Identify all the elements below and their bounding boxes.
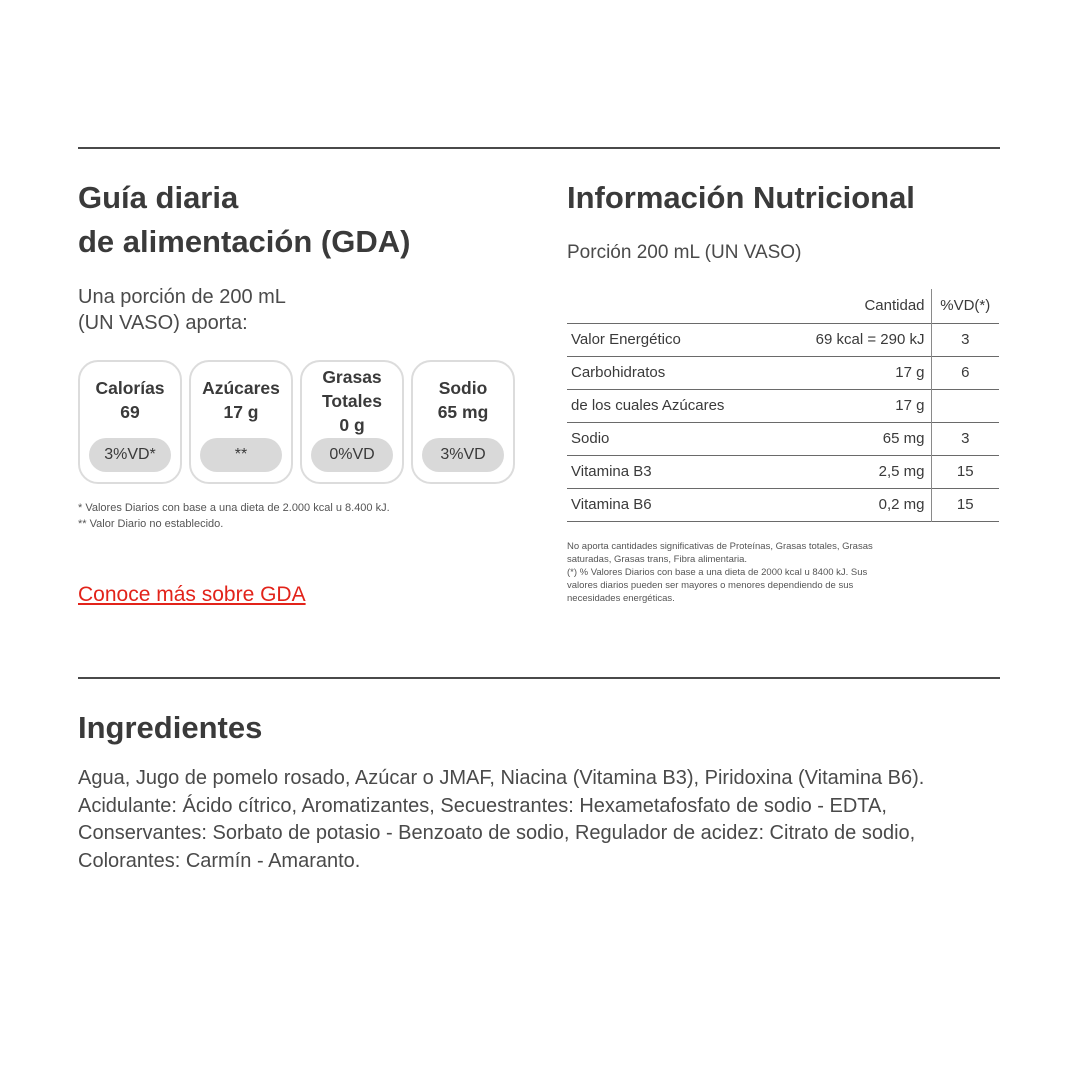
badge-percent: **	[200, 438, 282, 472]
header-nutrient	[567, 289, 777, 323]
nutrition-footnote-line: saturadas, Grasas trans, Fibra alimentaria.	[567, 554, 748, 565]
row-nutrient: Valor Energético	[571, 331, 681, 348]
row-vd: 3	[961, 430, 970, 447]
nutrition-footnote-line: (*) % Valores Diarios con base a una dieta de 2000 kcal u 8400 kJ. Sus	[567, 567, 868, 578]
table-row	[567, 323, 999, 356]
nutrition-table	[567, 289, 999, 522]
gda-title-line1: Guía diaria	[78, 180, 239, 215]
badge-label: Sodio	[438, 378, 488, 398]
middle-divider	[78, 677, 1000, 679]
gda-badge-calories	[78, 360, 182, 484]
nutrition-portion: Porción 200 mL (UN VASO)	[567, 242, 802, 263]
badge-label-line2: Totales	[322, 391, 382, 411]
gda-subtitle	[78, 284, 286, 336]
nutrition-footnote-line: necesidades energéticas.	[567, 593, 675, 604]
badge-value: 69	[120, 402, 140, 422]
top-divider	[78, 147, 1000, 149]
row-quantity: 17 g	[777, 389, 931, 422]
badge-percent: 3%VD*	[89, 438, 171, 472]
gda-subtitle-line2: (UN VASO) aporta:	[78, 312, 248, 334]
nutrition-footnote-line: valores diarios pueden ser mayores o menores dependiendo de sus	[567, 580, 854, 591]
nutrition-header-row	[567, 289, 999, 323]
gda-badge-sodium	[411, 360, 515, 484]
row-vd: 6	[961, 364, 970, 381]
row-vd: 15	[956, 463, 974, 480]
row-vd: 3	[961, 331, 970, 348]
row-quantity: 17 g	[777, 356, 931, 389]
gda-footnotes	[78, 500, 390, 532]
row-quantity: 2,5 mg	[777, 455, 931, 488]
gda-footnote-2: ** Valor Diario no establecido.	[78, 518, 224, 530]
gda-badges	[78, 360, 518, 488]
badge-value: 65 mg	[437, 402, 489, 422]
gda-more-info-link[interactable]: Conoce más sobre GDA	[78, 583, 306, 606]
badge-value: 0 g	[339, 415, 365, 435]
header-vd: %VD(*)	[940, 297, 991, 315]
badge-label: Azúcares	[202, 378, 280, 398]
ingredients-text: Agua, Jugo de pomelo rosado, Azúcar o JMAF, Niacina (Vitamina B3), Piridoxina (Vitamina B6). Acidulante: Ácido cítrico, Aromatizantes, Secuestrantes: Hexametafosfato de sodio - EDTA, Conservantes: Sorbato de potasio - Benzoato de sodio, Regulador de acidez: Citrato de sodio, Colorantes: Carmín - Amaranto.	[78, 767, 925, 872]
row-nutrient: Sodio	[571, 430, 610, 447]
row-quantity: 0,2 mg	[777, 488, 931, 521]
gda-badge-total-fat	[300, 360, 404, 484]
table-row	[567, 488, 999, 521]
row-vd	[931, 389, 999, 422]
gda-title	[78, 176, 538, 264]
table-row	[567, 455, 999, 488]
row-vd: 15	[956, 496, 974, 513]
row-nutrient: Vitamina B3	[571, 463, 652, 480]
table-row	[567, 422, 999, 455]
badge-percent: 0%VD	[311, 438, 393, 472]
nutrition-footnotes	[567, 540, 977, 605]
row-nutrient: Carbohidratos	[571, 364, 666, 381]
badge-label: Grasas	[322, 367, 382, 387]
row-nutrient: de los cuales Azúcares	[571, 397, 725, 414]
row-quantity: 65 mg	[777, 422, 931, 455]
row-quantity: 69 kcal = 290 kJ	[777, 323, 931, 356]
gda-footnote-1: * Valores Diarios con base a una dieta de 2.000 kcal u 8.400 kJ.	[78, 502, 390, 514]
nutrition-title: Información Nutricional	[567, 180, 915, 215]
badge-percent: 3%VD	[422, 438, 504, 472]
gda-title-line2: de alimentación (GDA)	[78, 224, 411, 259]
table-row	[567, 389, 999, 422]
header-quantity: Cantidad	[777, 289, 931, 323]
nutrition-footnote-line: No aporta cantidades significativas de Proteínas, Grasas totales, Grasas	[567, 541, 873, 552]
row-nutrient: Vitamina B6	[571, 496, 652, 513]
table-row	[567, 356, 999, 389]
badge-label: Calorías	[95, 378, 165, 398]
badge-value: 17 g	[223, 402, 259, 422]
gda-subtitle-line1: Una porción de 200 mL	[78, 286, 286, 308]
ingredients-title: Ingredientes	[78, 710, 263, 745]
gda-badge-sugars	[189, 360, 293, 484]
